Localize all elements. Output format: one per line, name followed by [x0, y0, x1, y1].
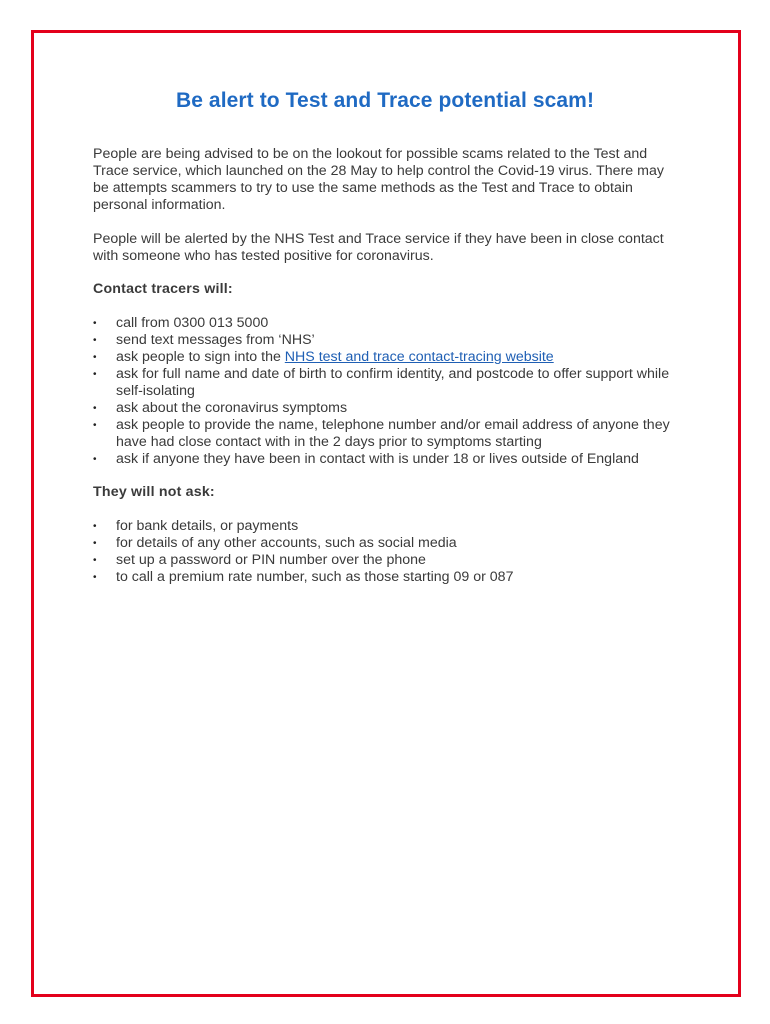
list-item: • call from 0300 013 5000	[93, 315, 683, 332]
document-body	[93, 146, 683, 586]
list-item: • to call a premium rate number, such as those starting 09 or 087	[93, 569, 683, 586]
list-item: • ask for full name and date of birth to confirm identity, and postcode to offer support while self-isolating	[93, 366, 683, 400]
list-item: • for bank details, or payments	[93, 518, 683, 535]
list-item: • for details of any other accounts, such as social media	[93, 535, 683, 552]
list-item: • set up a password or PIN number over the phone	[93, 552, 683, 569]
list-item: • send text messages from ‘NHS’	[93, 332, 683, 349]
will-list	[93, 315, 683, 468]
page-title: Be alert to Test and Trace potential scam!	[175, 89, 595, 112]
will-not-list	[93, 518, 683, 586]
will-not-heading: They will not ask:	[93, 484, 215, 500]
list-item: • ask if anyone they have been in contact with is under 18 or lives outside of England	[93, 451, 683, 468]
will-heading: Contact tracers will:	[93, 281, 233, 297]
alert-paragraph: People will be alerted by the NHS Test and Trace service if they have been in close contact with someone who has tested positive for coronavirus.	[93, 231, 664, 264]
list-item: • ask people to provide the name, telephone number and/or email address of anyone they have had close contact with in the 2 days prior to symptoms starting	[93, 417, 683, 451]
intro-paragraph: People are being advised to be on the lookout for possible scams related to the Test and Trace service, which launched on the 28 May to help control the Covid-19 virus. There may be attempts scammers to try to use the same methods as the Test and Trace to obtain personal information.	[93, 146, 664, 213]
list-item: • ask people to sign into the NHS test and trace contact-tracing website	[93, 349, 683, 366]
contact-tracing-website-link[interactable]: NHS test and trace contact-tracing website	[284, 349, 554, 365]
list-item: • ask about the coronavirus symptoms	[93, 400, 683, 417]
